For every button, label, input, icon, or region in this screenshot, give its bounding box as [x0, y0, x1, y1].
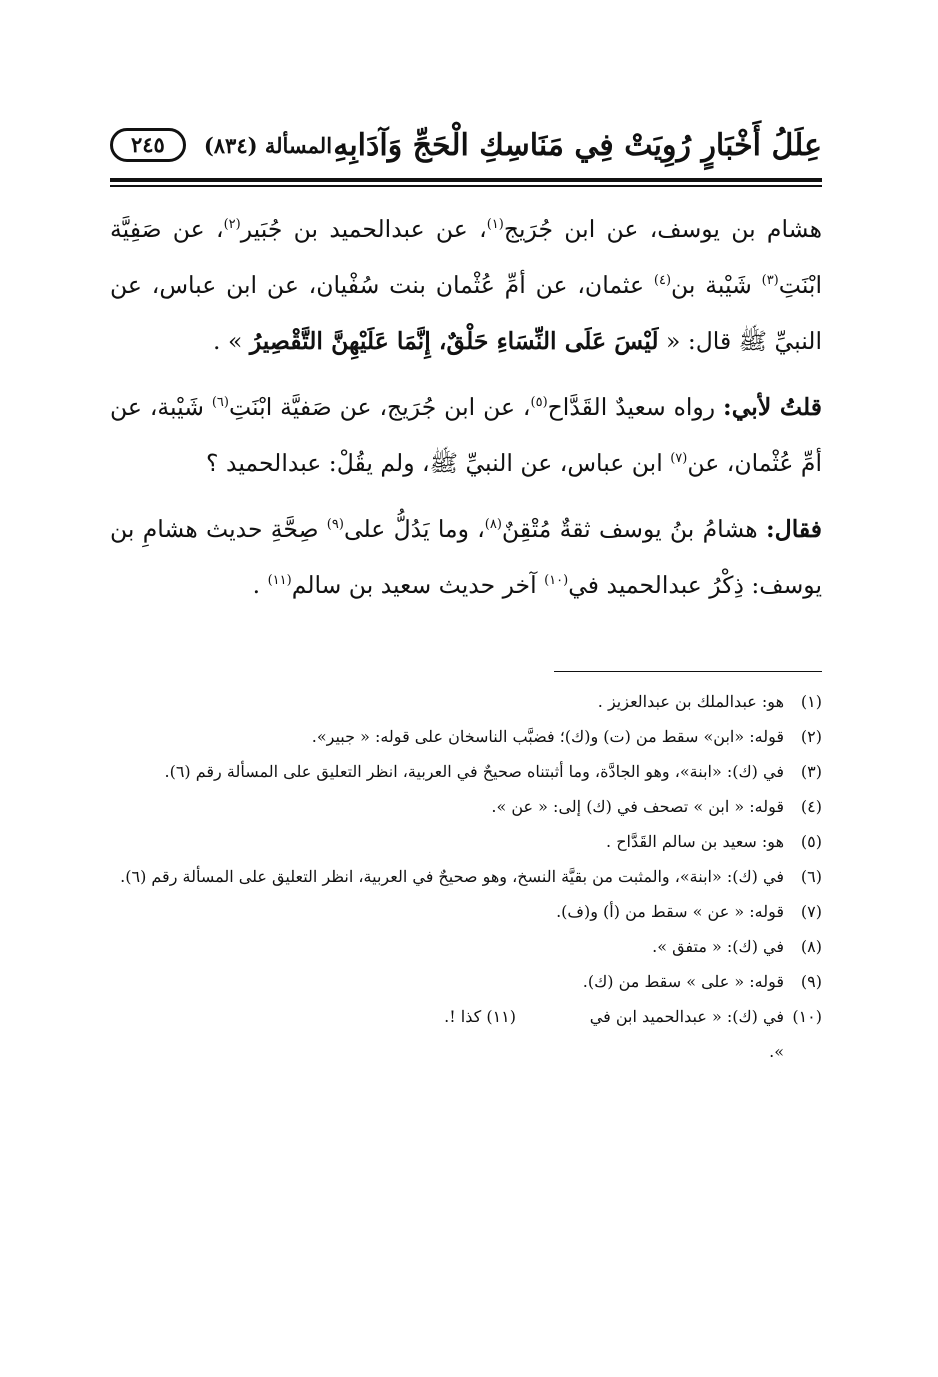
header-meta: [110, 128, 332, 162]
footnotes: [110, 684, 822, 1069]
footnote-ref: (٨): [484, 516, 502, 532]
footnote-number: (١٠): [792, 1007, 822, 1026]
footnote-number: (٣): [800, 762, 822, 781]
issue-number: المسألة (٨٣٤): [203, 132, 333, 158]
footnote-ref: (٩): [326, 516, 344, 532]
text: ، عن صَفِيَّة ابْنَتِ: [110, 214, 822, 299]
footnote-number: (٩): [800, 972, 822, 991]
text: » .: [213, 326, 250, 355]
footnote-text: (١١) كذا !.: [444, 1007, 516, 1026]
text: آخر حديث سعيد بن سالم: [291, 570, 545, 599]
book-title: عِلَلُ أَخْبَارٍ رُوِيَتْ فِي مَنَاسِكِ الْحَجِّ وَآدَابِهِ: [333, 127, 822, 163]
paragraph-1: [110, 201, 822, 369]
footnote: [110, 754, 822, 789]
paragraph-3: [110, 501, 822, 613]
footnote-number: (٥): [800, 832, 822, 851]
text: شَيْبة بن: [671, 270, 762, 299]
footnote-separator: [554, 671, 822, 673]
footnote-text: قوله: «ابن» سقط من (ت) و(ك)؛ فضبَّب الناسخان على قوله: « جبير».: [311, 727, 784, 746]
text: صِحَّةِ حديث هشامِ بن يوسف: ذِكْرُ عبدالحميد في: [110, 514, 822, 599]
footnote: [110, 964, 822, 999]
footnote-number: (١): [800, 692, 822, 711]
footnote: [110, 719, 822, 754]
text: ، عن عبدالحميد بن جُبَير: [240, 214, 487, 243]
page-number: ٢٤٥: [110, 128, 186, 162]
text: ، وما يَدُلُّ على: [343, 514, 485, 543]
footnote-text: في (ك): « متفق ».: [652, 937, 784, 956]
footnote-ref: (٤): [653, 272, 672, 288]
footnote-ref: (٦): [211, 394, 229, 410]
footnote-ref: (٥): [530, 394, 548, 410]
footnote-text: هو: عبدالملك بن عبدالعزيز .: [597, 692, 784, 711]
footnote-text: قوله: « ابن » تصحف في (ك) إلى: « عن ».: [491, 797, 784, 816]
footnote-number: (٧): [800, 902, 822, 921]
text: رواه سعيدٌ القَدَّاح: [547, 392, 724, 421]
footnote: [110, 684, 822, 719]
footnote-ref: (١): [486, 216, 504, 232]
footnote-number: (٢): [800, 727, 822, 746]
hadith-quote: لَيْسَ عَلَى النِّسَاءِ حَلْقٌ، إِنَّمَا عَلَيْهِنَّ التَّقْصِيرُ: [249, 326, 659, 355]
text: ، عن ابن جُرَيج، عن صَفيَّة ابْنَتِ: [228, 392, 531, 421]
footnote-ref: (١١): [267, 572, 292, 588]
footnote: [110, 894, 822, 929]
footnote: [110, 859, 822, 894]
footnote-text: قوله: « عن » سقط من (أ) و(ف).: [556, 902, 784, 921]
header-rule-thick: [110, 178, 822, 182]
footnote-ref: (٢): [223, 216, 241, 232]
text: ابن عباس، عن النبيِّ ﷺ، ولم يقُلْ: عبدالحميد ؟: [206, 448, 671, 477]
header-rule-thin: [110, 185, 822, 187]
footnote-number: (٨): [800, 937, 822, 956]
footnote-text: قوله: « على » سقط من (ك).: [582, 972, 784, 991]
lead-word: قلتُ لأبي:: [723, 392, 822, 421]
text: هشام بن يوسف، عن ابن جُرَيج: [503, 214, 822, 243]
paragraph-2: [110, 379, 822, 491]
lead-word: فقال:: [765, 514, 822, 543]
footnote: [110, 999, 822, 1069]
footnote-text: في (ك): «ابنة»، وهو الجادَّة، وما أثبتناه صحيحٌ في العربية، انظر التعليق على المسألة رقم (٦).: [164, 762, 784, 781]
footnote: [110, 929, 822, 964]
book-page: [110, 118, 822, 1069]
footnote-text: هو: سعيد بن سالم القَدَّاح .: [606, 832, 784, 851]
text: عثمان، عن أمِّ عُثْمان بنت سُفْيان، عن ابن عباس، عن النبيِّ ﷺ قال: «: [110, 270, 822, 355]
footnote-number: (٤): [800, 797, 822, 816]
footnote-ref: (١٠): [544, 572, 569, 588]
footnote: [110, 789, 822, 824]
footnote-text: في (ك): « عبدالحميد ابن في ».: [589, 1007, 784, 1061]
footnote-ref: (٣): [761, 272, 779, 288]
main-text: [110, 201, 822, 613]
footnote-text: في (ك): «ابنة»، والمثبت من بقيَّة النسخ، وهو صحيحٌ في العربية، انظر التعليق على المسألة رقم (٦).: [120, 867, 784, 886]
text: شَيْبة، عن أمِّ عُثْمان، عن: [110, 392, 822, 477]
text: هشامُ بنُ يوسف ثقةٌ مُتْقِنٌ: [501, 514, 766, 543]
footnote-ref: (٧): [670, 450, 688, 466]
text: .: [252, 570, 268, 599]
footnote-number: (٦): [800, 867, 822, 886]
footnote: [110, 824, 822, 859]
running-header: [110, 118, 822, 172]
